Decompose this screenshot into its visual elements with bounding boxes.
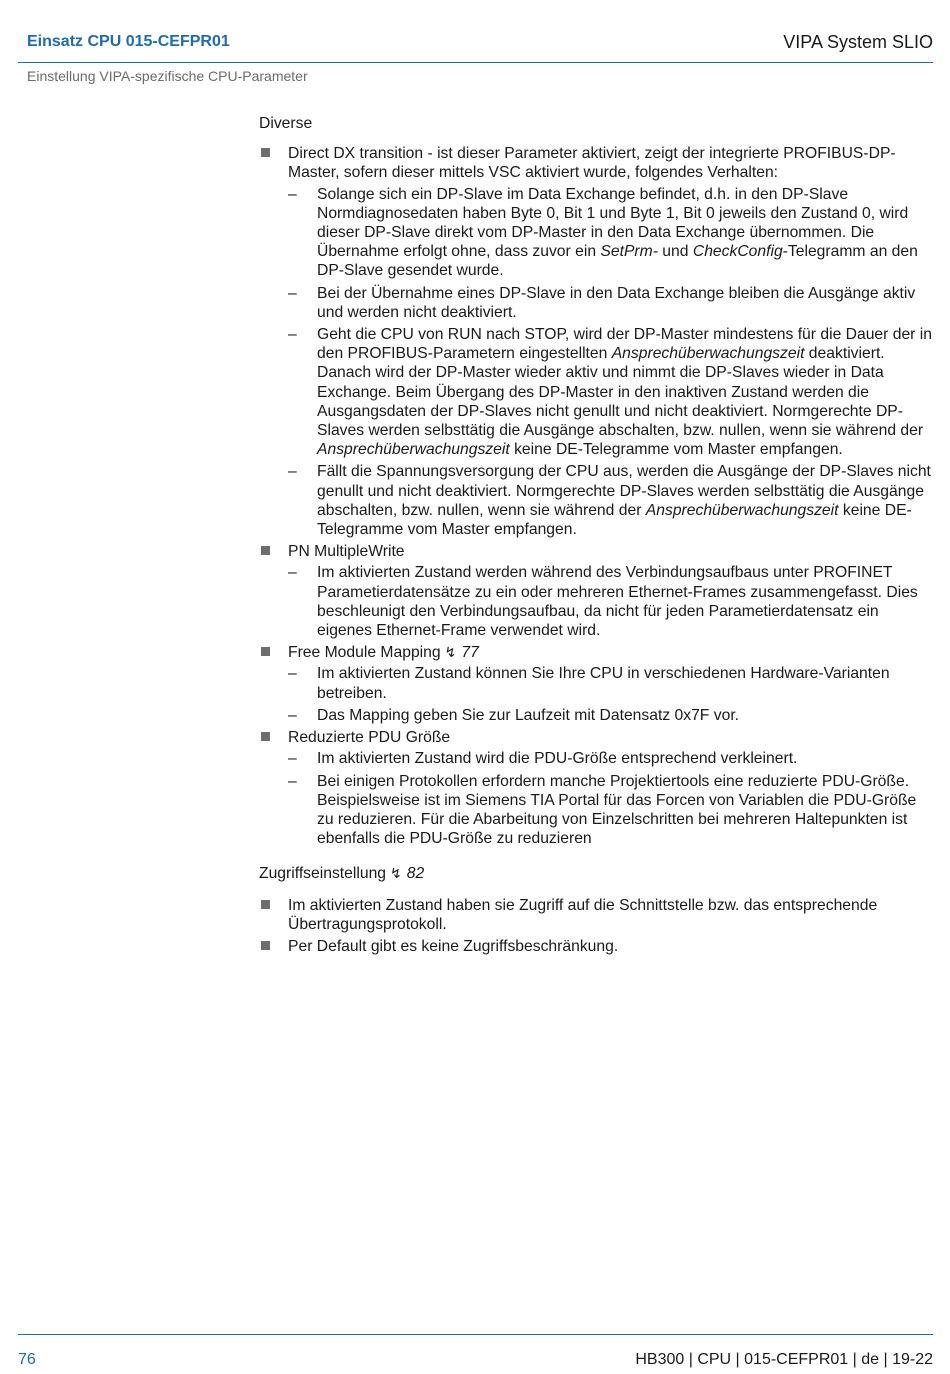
heading-text: Zugriffseinstellung <box>259 865 387 883</box>
sub-text: Solange sich ein DP-Slave im Data Exchange befindet, d.h. in den DP-Slave Normdiagnosedaten haben Byte 0, Bit 1 und Byte 1, Bit 0 jeweils den Zustand 0, wird dieser DP-Slave direkt vom DP-Master in den Data Exchange übernommen. Die Übernahme erfolgt ohne, dass zuvor ein <box>317 185 909 261</box>
header-divider <box>18 62 933 63</box>
sub-text: Im aktivierten Zustand wird die PDU-Größe entsprechend verkleinert. <box>317 750 798 768</box>
sub-text: keine DE-Telegramme vom Master empfangen. <box>317 501 912 539</box>
sub-text: Im aktivierten Zustand können Sie Ihre CPU in verschiedenen Hardware-Varianten betreiben. <box>317 665 890 702</box>
page-reference-link[interactable]: 82 <box>406 865 425 883</box>
sublist <box>288 185 934 540</box>
sub-italic: CheckConfig <box>692 243 783 261</box>
list-item <box>259 896 934 934</box>
item-text: Im aktivierten Zustand haben sie Zugriff auf die Schnittstelle bzw. das entsprechende Übertragungsprotokoll. <box>288 896 878 933</box>
sub-text: keine DE-Telegramme vom Master empfangen. <box>509 441 843 459</box>
sub-text: Im aktivierten Zustand werden während des Verbindungsaufbaus unter PROFINET Parametierdatensätze zu ein oder mehreren Ethernet-Frames zusammengefasst. Dies beschleunigt den Verbindungsaufbau, da nicht für jeden Parametierdatensatz ein eigenes Ethernet-Frame verwendet wird. <box>317 564 918 640</box>
sublist-item <box>288 772 934 849</box>
sublist-item <box>288 706 934 725</box>
sub-text: Geht die CPU von RUN nach STOP, wird der DP-Master mindestens für die Dauer der in den PROFIBUS-Parametern eingestellten <box>317 326 932 363</box>
sublist <box>288 749 934 848</box>
reference-arrow-icon[interactable]: ↯ <box>444 644 457 661</box>
diverse-list <box>259 144 934 848</box>
sublist-item <box>288 185 934 281</box>
dash-bullet: – <box>288 185 297 203</box>
sublist <box>288 563 934 640</box>
list-item-free-module-mapping <box>259 643 934 725</box>
sublist-item <box>288 563 934 640</box>
sub-text: Bei der Übernahme eines DP-Slave in den Data Exchange bleiben die Ausgänge aktiv und werden nicht deaktiviert. <box>317 284 916 321</box>
dash-bullet: – <box>288 665 297 683</box>
section-subtitle: Einstellung VIPA-spezifische CPU-Parameter <box>27 68 308 84</box>
square-bullet-icon <box>261 546 270 555</box>
sub-italic: Ansprechüberwachungszeit <box>611 345 805 363</box>
square-bullet-icon <box>261 900 270 909</box>
item-text: Free Module Mapping <box>288 644 441 662</box>
sublist-item <box>288 325 934 459</box>
dash-bullet: – <box>288 284 297 302</box>
square-bullet-icon <box>261 148 270 157</box>
list-item-reduzierte-pdu <box>259 728 934 848</box>
sublist <box>288 664 934 725</box>
heading-diverse: Diverse <box>259 115 313 132</box>
page-content <box>259 114 934 959</box>
list-item-pn-multiplewrite <box>259 542 934 640</box>
sub-italic: Ansprechüberwachungszeit <box>317 441 510 459</box>
square-bullet-icon <box>261 732 270 741</box>
sub-text: und <box>657 243 693 261</box>
dash-bullet: – <box>288 463 297 481</box>
product-title: VIPA System SLIO <box>783 32 933 52</box>
sub-text: -Telegramm an den DP-Slave gesendet wurde. <box>317 243 918 280</box>
sub-italic: Ansprechüberwachungszeit <box>645 501 839 519</box>
list-item-direct-dx <box>259 144 934 539</box>
sub-text: Fällt die Spannungsversorgung der CPU aus, werden die Ausgänge der DP-Slaves nicht genullt und nicht deaktiviert. Normgerechte DP-Slaves werden selbsttätig die Ausgänge abschalten, bzw. nullen, wenn sie während der <box>317 463 931 519</box>
reference-arrow-icon[interactable]: ↯ <box>390 865 402 882</box>
footer-divider <box>18 1334 933 1335</box>
sublist-item <box>288 462 934 539</box>
sublist-item <box>288 749 934 768</box>
square-bullet-icon <box>261 647 270 656</box>
heading-zugriffseinstellung <box>259 864 934 883</box>
sub-text: Bei einigen Protokollen erfordern manche Projektiertools eine reduzierte PDU-Größe. Beispielsweise ist im Siemens TIA Portal für das Forcen von Variablen die PDU-Größe zu reduzieren. Für die Abarbeitung von Einzelschritten bei mehreren Haltepunkten ist ebenfalls die PDU-Größe zu reduzieren <box>317 772 917 848</box>
sublist-item <box>288 284 934 322</box>
sub-text: deaktiviert. Danach wird der DP-Master wieder aktiv und nimmt die DP-Slaves wieder in Data Exchange. Beim Übergang des DP-Master in den inaktiven Zustand werden die Ausgangsdaten der DP-Slaves nicht genullt und nicht deaktiviert. Normgerechte DP-Slaves werden selbsttätig die Ausgänge abschalten, bzw. nullen, wenn sie während der <box>317 345 924 440</box>
document-reference: HB300 | CPU | 015-CEFPR01 | de | 19-22 <box>635 1351 933 1368</box>
dash-bullet: – <box>288 772 297 790</box>
page-reference-link[interactable]: 77 <box>461 644 479 662</box>
sub-italic: SetPrm- <box>600 243 658 261</box>
dash-bullet: – <box>288 750 297 768</box>
sublist-item <box>288 664 934 702</box>
access-list <box>259 896 934 957</box>
page-number: 76 <box>18 1351 36 1368</box>
item-text: Reduzierte PDU Größe <box>288 729 451 747</box>
square-bullet-icon <box>261 941 270 950</box>
item-text: PN MultipleWrite <box>288 543 405 561</box>
dash-bullet: – <box>288 564 297 582</box>
dash-bullet: – <box>288 326 297 344</box>
dash-bullet: – <box>288 706 297 724</box>
chapter-title: Einsatz CPU 015-CEFPR01 <box>27 33 230 50</box>
list-item <box>259 937 934 956</box>
item-text: Per Default gibt es keine Zugriffsbeschränkung. <box>288 937 619 955</box>
sub-text: Das Mapping geben Sie zur Laufzeit mit Datensatz 0x7F vor. <box>317 706 740 724</box>
item-text: Direct DX transition - ist dieser Parameter aktiviert, zeigt der integrierte PROFIBUS-DP-Master, sofern dieser mittels VSC aktiviert wurde, folgendes Verhalten: <box>288 145 896 182</box>
